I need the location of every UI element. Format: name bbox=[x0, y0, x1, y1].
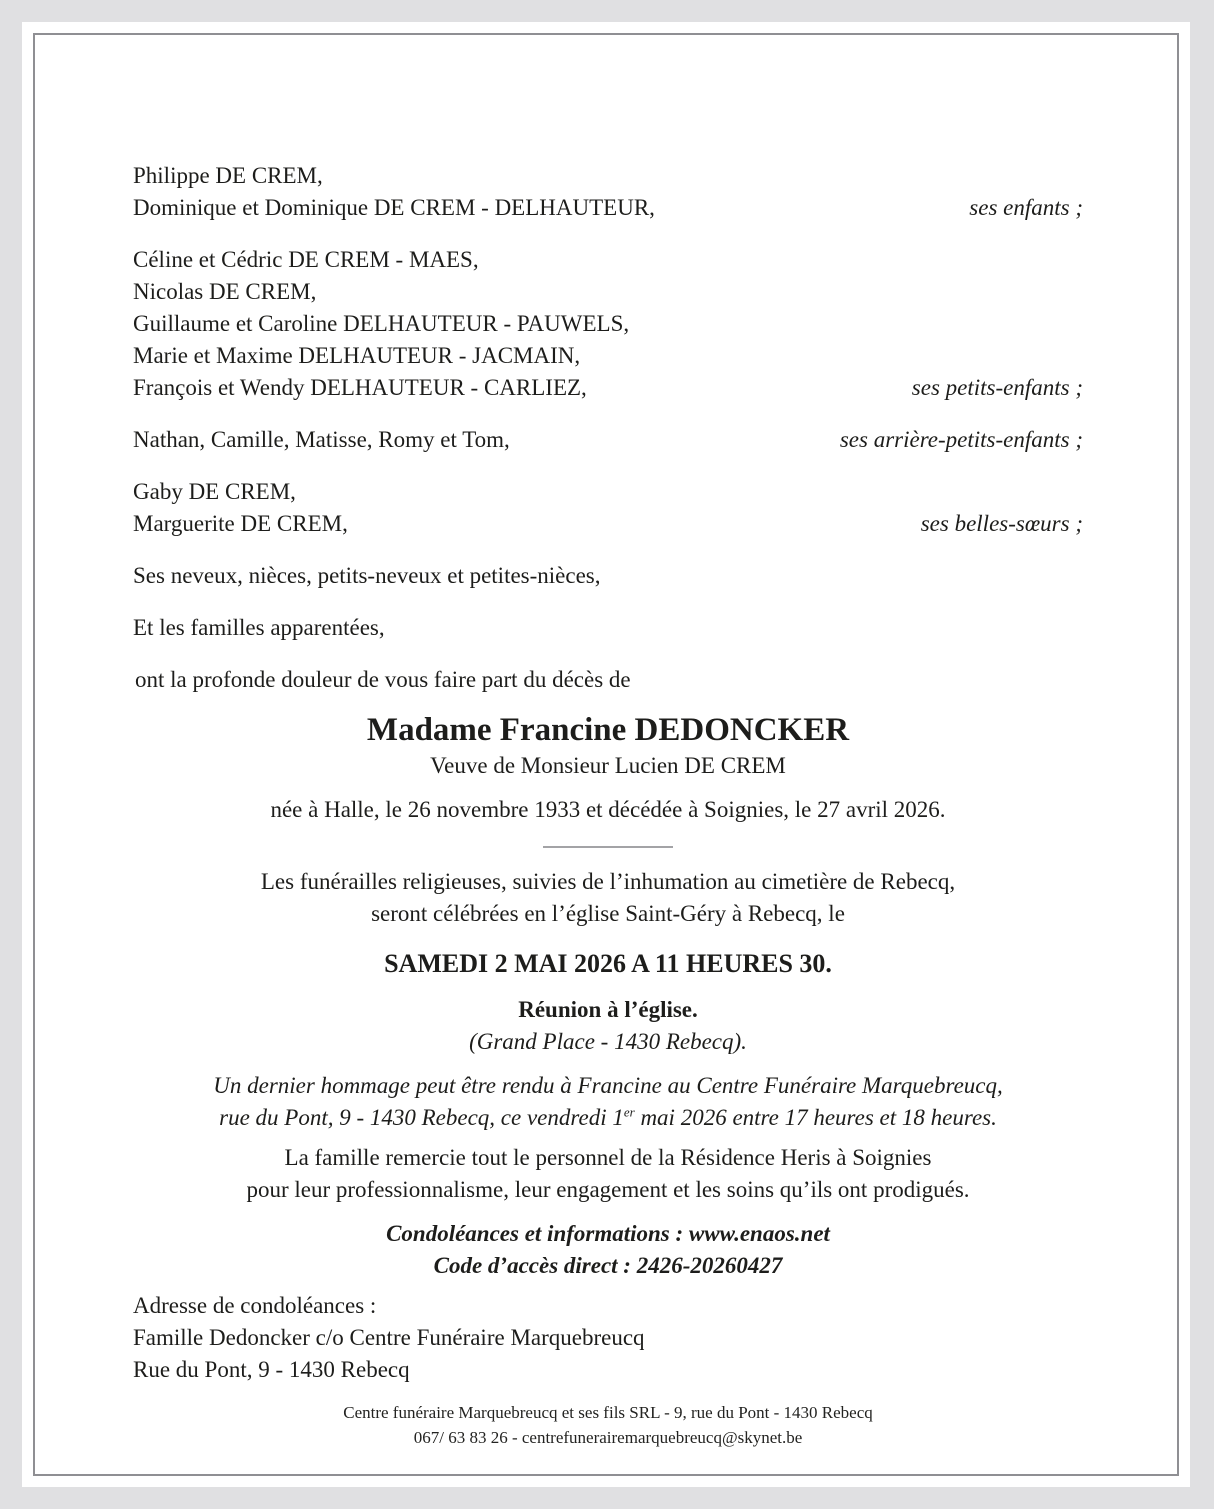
ceremony-line: Les funérailles religieuses, suivies de l’inhumation au cimetière de Rebecq, bbox=[260, 869, 956, 894]
family-line bbox=[133, 476, 1083, 508]
family-line bbox=[133, 244, 1083, 276]
condolences-website: Condoléances et informations : www.enaos.net bbox=[386, 1221, 830, 1246]
address-line: Rue du Pont, 9 - 1430 Rebecq bbox=[133, 1357, 410, 1382]
tribute-line-pre: rue du Pont, 9 - 1430 Rebecq, ce vendredi 1 bbox=[219, 1105, 624, 1130]
deceased-name: Madame Francine DEDONCKER bbox=[366, 712, 850, 748]
family-line bbox=[133, 508, 1083, 540]
family-line bbox=[133, 612, 1083, 644]
family-names: Céline et Cédric DE CREM - MAES, bbox=[133, 247, 479, 272]
funeral-home-footer bbox=[133, 1400, 1083, 1450]
relation-label: ses belles-sœurs ; bbox=[920, 511, 1083, 536]
family-line bbox=[133, 160, 1083, 192]
ordinal-superscript: er bbox=[623, 1104, 635, 1120]
relation-label: ses petits-enfants ; bbox=[911, 375, 1083, 400]
meeting-place: (Grand Place - 1430 Rebecq). bbox=[469, 1029, 747, 1054]
condolences-info-section bbox=[133, 1218, 1083, 1282]
meeting-title: Réunion à l’église. bbox=[518, 997, 698, 1022]
family-line bbox=[133, 192, 1083, 224]
family-line bbox=[133, 308, 1083, 340]
family-group-children bbox=[133, 160, 1083, 224]
ceremony-description bbox=[133, 866, 1083, 930]
condolences-address-section bbox=[133, 1290, 1083, 1386]
deceased-section bbox=[133, 710, 1083, 848]
section-divider bbox=[543, 846, 673, 848]
family-section bbox=[133, 160, 1083, 696]
family-group-great-grandchildren bbox=[133, 424, 1083, 456]
relation-label: ses arrière-petits-enfants ; bbox=[839, 427, 1083, 452]
notice-content bbox=[22, 22, 1190, 1450]
family-names: Guillaume et Caroline DELHAUTEUR - PAUWELS, bbox=[133, 311, 630, 336]
thanks-line: La famille remercie tout le personnel de la Résidence Heris à Soignies bbox=[284, 1145, 932, 1170]
address-title: Adresse de condoléances : bbox=[133, 1293, 377, 1318]
family-names: Philippe DE CREM, bbox=[133, 163, 323, 188]
footer-address: Centre funéraire Marquebreucq et ses fils SRL - 9, rue du Pont - 1430 Rebecq bbox=[343, 1403, 873, 1422]
thanks-line: pour leur professionnalisme, leur engagement et les soins qu’ils ont prodigués. bbox=[246, 1177, 970, 1202]
family-group-sisters-in-law bbox=[133, 476, 1083, 540]
family-names: Dominique et Dominique DE CREM - DELHAUTEUR, bbox=[133, 195, 655, 220]
deceased-life-dates: née à Halle, le 26 novembre 1933 et décédée à Soignies, le 27 avril 2026. bbox=[270, 797, 946, 822]
family-names: Nathan, Camille, Matisse, Romy et Tom, bbox=[133, 427, 510, 452]
family-line bbox=[133, 560, 1083, 592]
tribute-line-post: mai 2026 entre 17 heures et 18 heures. bbox=[634, 1105, 997, 1130]
footer-contact: 067/ 63 83 26 - centrefunerairemarquebreucq@skynet.be bbox=[413, 1428, 803, 1447]
family-names: Gaby DE CREM, bbox=[133, 479, 296, 504]
family-names: Marie et Maxime DELHAUTEUR - JACMAIN, bbox=[133, 343, 581, 368]
deceased-subtitle: Veuve de Monsieur Lucien DE CREM bbox=[430, 753, 786, 778]
address-line: Famille Dedoncker c/o Centre Funéraire Marquebreucq bbox=[133, 1325, 645, 1350]
tribute-line bbox=[133, 1102, 1083, 1134]
ceremony-line: seront célébrées en l’église Saint-Géry à Rebecq, le bbox=[371, 901, 845, 926]
family-group-nieces-nephews bbox=[133, 560, 1083, 592]
relation-label: ses enfants ; bbox=[969, 195, 1083, 220]
thanks-section bbox=[133, 1142, 1083, 1206]
family-group-grandchildren bbox=[133, 244, 1083, 404]
family-names: Ses neveux, nièces, petits-neveux et petites-nièces, bbox=[133, 563, 601, 588]
family-line bbox=[133, 372, 1083, 404]
family-line bbox=[133, 340, 1083, 372]
family-names: Et les familles apparentées, bbox=[133, 615, 385, 640]
family-line bbox=[133, 424, 1083, 456]
family-group-related-families bbox=[133, 612, 1083, 644]
ceremony-datetime: SAMEDI 2 MAI 2026 A 11 HEURES 30. bbox=[384, 949, 832, 978]
family-line bbox=[133, 276, 1083, 308]
ceremony-section bbox=[133, 866, 1083, 1058]
family-names: Nicolas DE CREM, bbox=[133, 279, 317, 304]
condolences-access-code: Code d’accès direct : 2426-20260427 bbox=[433, 1253, 783, 1278]
family-names: Marguerite DE CREM, bbox=[133, 511, 348, 536]
family-names: François et Wendy DELHAUTEUR - CARLIEZ, bbox=[133, 375, 587, 400]
funeral-notice-card bbox=[22, 22, 1190, 1487]
tribute-line: Un dernier hommage peut être rendu à Francine au Centre Funéraire Marquebreucq, bbox=[213, 1073, 1003, 1098]
announcement-intro: ont la profonde douleur de vous faire part du décès de bbox=[135, 667, 631, 692]
tribute-section bbox=[133, 1070, 1083, 1134]
